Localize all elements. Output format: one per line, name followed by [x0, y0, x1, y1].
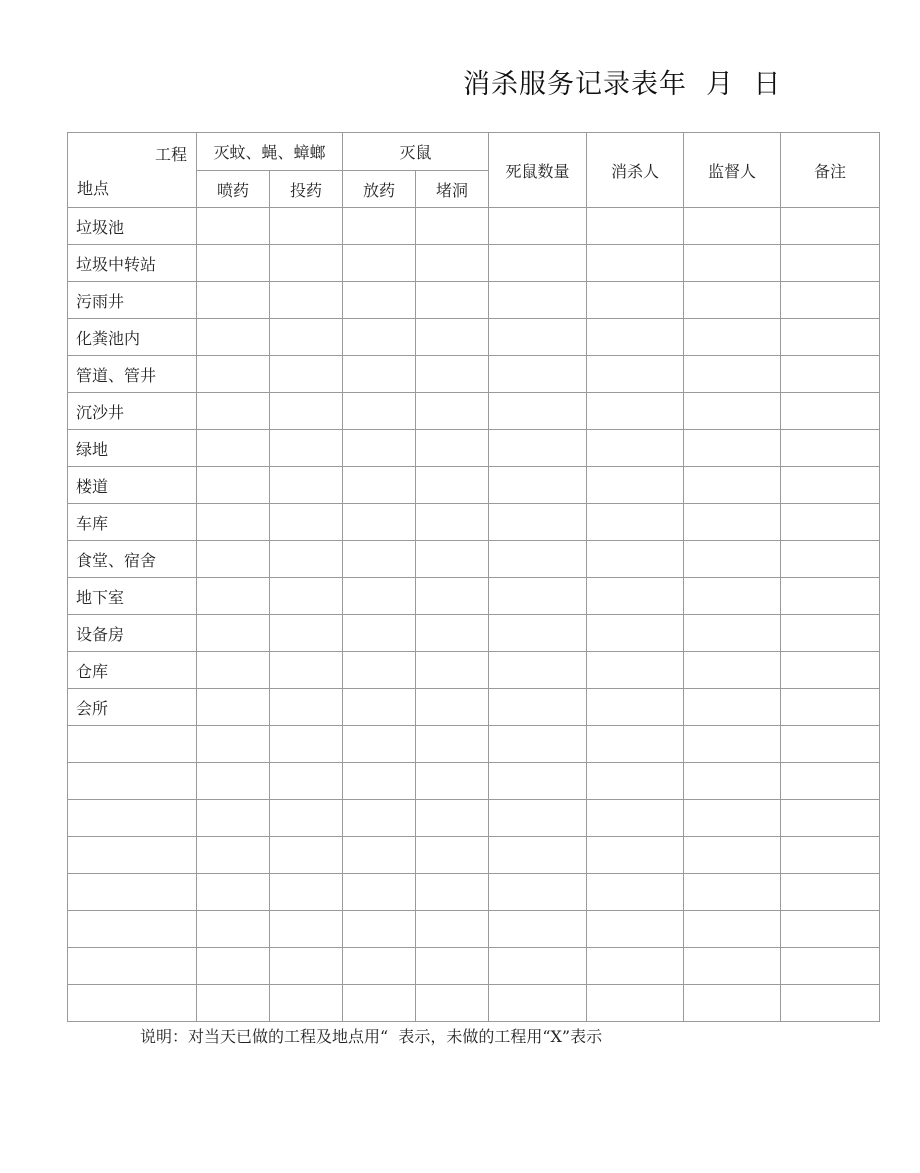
page-title: 消杀服务记录表年 月 日: [463, 69, 782, 100]
record-cell[interactable]: [416, 985, 489, 1022]
record-cell[interactable]: [270, 356, 343, 393]
record-cell[interactable]: [684, 282, 781, 319]
record-cell[interactable]: [343, 911, 416, 948]
record-cell[interactable]: [197, 578, 270, 615]
record-cell[interactable]: [197, 467, 270, 504]
record-cell[interactable]: [489, 874, 587, 911]
record-cell[interactable]: [781, 245, 880, 282]
record-cell[interactable]: [781, 911, 880, 948]
record-cell[interactable]: [684, 800, 781, 837]
header-corner-cell: [68, 133, 197, 208]
record-cell[interactable]: [684, 430, 781, 467]
record-cell[interactable]: [684, 837, 781, 874]
record-cell[interactable]: [587, 800, 684, 837]
header-remarks: 备注: [781, 133, 880, 208]
record-cell[interactable]: [489, 245, 587, 282]
location-cell: [68, 837, 197, 874]
location-cell: [68, 911, 197, 948]
location-cell: [68, 763, 197, 800]
record-cell[interactable]: [416, 504, 489, 541]
record-cell[interactable]: [781, 837, 880, 874]
record-cell[interactable]: [343, 874, 416, 911]
record-cell[interactable]: [343, 430, 416, 467]
record-cell[interactable]: [197, 615, 270, 652]
record-cell[interactable]: [197, 652, 270, 689]
record-cell[interactable]: [587, 356, 684, 393]
record-cell[interactable]: [684, 245, 781, 282]
location-cell: [68, 948, 197, 985]
record-cell[interactable]: [270, 467, 343, 504]
record-cell[interactable]: [416, 208, 489, 245]
record-cell[interactable]: [781, 430, 880, 467]
record-cell[interactable]: [587, 652, 684, 689]
record-cell[interactable]: [270, 578, 343, 615]
location-cell: 地下室: [68, 578, 197, 615]
record-cell[interactable]: [587, 282, 684, 319]
record-cell[interactable]: [416, 763, 489, 800]
record-cell[interactable]: [781, 726, 880, 763]
record-cell[interactable]: [489, 430, 587, 467]
location-cell: 化粪池内: [68, 319, 197, 356]
record-cell[interactable]: [587, 874, 684, 911]
record-cell[interactable]: [343, 319, 416, 356]
record-cell[interactable]: [781, 689, 880, 726]
record-cell[interactable]: [416, 356, 489, 393]
record-cell[interactable]: [587, 393, 684, 430]
location-cell: [68, 726, 197, 763]
record-cell[interactable]: [489, 948, 587, 985]
record-cell[interactable]: [489, 356, 587, 393]
record-cell[interactable]: [343, 245, 416, 282]
location-cell: 食堂、宿舍: [68, 541, 197, 578]
record-cell[interactable]: [343, 356, 416, 393]
record-cell[interactable]: [684, 726, 781, 763]
record-cell[interactable]: [587, 689, 684, 726]
record-cell[interactable]: [197, 319, 270, 356]
record-cell[interactable]: [684, 356, 781, 393]
location-cell: 污雨井: [68, 282, 197, 319]
record-cell[interactable]: [489, 726, 587, 763]
record-cell[interactable]: [270, 800, 343, 837]
record-cell[interactable]: [197, 356, 270, 393]
table-row: [68, 652, 880, 689]
table-row: [68, 208, 880, 245]
record-cell[interactable]: [270, 837, 343, 874]
record-cell[interactable]: [684, 911, 781, 948]
header-project-label: 工程: [154, 145, 187, 164]
record-cell[interactable]: [270, 652, 343, 689]
record-cell[interactable]: [587, 837, 684, 874]
record-cell[interactable]: [489, 911, 587, 948]
record-cell[interactable]: [343, 208, 416, 245]
record-cell[interactable]: [489, 504, 587, 541]
record-cell[interactable]: [197, 837, 270, 874]
table-row: [68, 874, 880, 911]
table-row: [68, 430, 880, 467]
table-row: [68, 319, 880, 356]
record-cell[interactable]: [781, 948, 880, 985]
record-cell[interactable]: [489, 837, 587, 874]
record-cell[interactable]: [489, 763, 587, 800]
header-location-label: 地点: [77, 179, 110, 198]
record-cell[interactable]: [416, 911, 489, 948]
record-cell[interactable]: [781, 800, 880, 837]
location-cell: 设备房: [68, 615, 197, 652]
instructions-note: 说明：对当天已做的工程及地点用“ 表示，未做的工程用“X”表示: [140, 1027, 603, 1046]
record-cell[interactable]: [489, 652, 587, 689]
record-cell[interactable]: [587, 985, 684, 1022]
record-cell[interactable]: [489, 208, 587, 245]
table-row: [68, 837, 880, 874]
record-cell[interactable]: [197, 726, 270, 763]
record-cell[interactable]: [343, 467, 416, 504]
table-row: [68, 985, 880, 1022]
record-cell[interactable]: [270, 208, 343, 245]
record-cell[interactable]: [587, 948, 684, 985]
record-cell[interactable]: [343, 541, 416, 578]
record-cell[interactable]: [684, 763, 781, 800]
record-cell[interactable]: [343, 726, 416, 763]
record-cell[interactable]: [684, 467, 781, 504]
record-cell[interactable]: [343, 948, 416, 985]
record-cell[interactable]: [781, 541, 880, 578]
location-cell: [68, 800, 197, 837]
header-rodent-control: 灭鼠: [343, 133, 489, 171]
location-cell: 管道、管井: [68, 356, 197, 393]
record-cell[interactable]: [781, 393, 880, 430]
record-cell[interactable]: [343, 615, 416, 652]
table-row: [68, 541, 880, 578]
location-cell: 绿地: [68, 430, 197, 467]
record-cell[interactable]: [587, 763, 684, 800]
table-row: [68, 763, 880, 800]
record-cell[interactable]: [197, 208, 270, 245]
record-cell[interactable]: [489, 578, 587, 615]
record-cell[interactable]: [343, 763, 416, 800]
location-cell: [68, 985, 197, 1022]
record-cell[interactable]: [781, 615, 880, 652]
record-cell[interactable]: [416, 467, 489, 504]
record-cell[interactable]: [343, 985, 416, 1022]
record-cell[interactable]: [684, 578, 781, 615]
record-cell[interactable]: [416, 726, 489, 763]
record-cell[interactable]: [416, 874, 489, 911]
record-cell[interactable]: [416, 652, 489, 689]
location-cell: 楼道: [68, 467, 197, 504]
record-cell[interactable]: [684, 689, 781, 726]
record-cell[interactable]: [781, 652, 880, 689]
record-cell[interactable]: [684, 319, 781, 356]
record-cell[interactable]: [270, 282, 343, 319]
record-cell[interactable]: [416, 837, 489, 874]
record-cell[interactable]: [270, 541, 343, 578]
table-row: [68, 615, 880, 652]
record-cell[interactable]: [587, 208, 684, 245]
record-cell[interactable]: [197, 541, 270, 578]
record-cell[interactable]: [270, 245, 343, 282]
record-cell[interactable]: [197, 763, 270, 800]
location-cell: 车库: [68, 504, 197, 541]
record-cell[interactable]: [489, 615, 587, 652]
record-cell[interactable]: [587, 319, 684, 356]
record-cell[interactable]: [416, 245, 489, 282]
header-bait: 投药: [270, 171, 343, 208]
record-cell[interactable]: [781, 282, 880, 319]
record-cell[interactable]: [197, 948, 270, 985]
record-cell[interactable]: [270, 615, 343, 652]
record-cell[interactable]: [416, 800, 489, 837]
record-cell[interactable]: [781, 467, 880, 504]
record-cell[interactable]: [197, 800, 270, 837]
record-cell[interactable]: [781, 763, 880, 800]
table-row: [68, 948, 880, 985]
header-supervisor: 监督人: [684, 133, 781, 208]
record-cell[interactable]: [270, 874, 343, 911]
record-cell[interactable]: [270, 948, 343, 985]
record-cell[interactable]: [587, 245, 684, 282]
record-cell[interactable]: [343, 578, 416, 615]
record-cell[interactable]: [781, 319, 880, 356]
record-cell[interactable]: [489, 282, 587, 319]
table-row: [68, 726, 880, 763]
record-cell[interactable]: [587, 726, 684, 763]
service-record-table: [67, 132, 880, 1022]
record-cell[interactable]: [489, 689, 587, 726]
record-cell[interactable]: [684, 541, 781, 578]
header-dead-rat-count: 死鼠数量: [489, 133, 587, 208]
record-cell[interactable]: [416, 948, 489, 985]
record-cell[interactable]: [587, 578, 684, 615]
record-cell[interactable]: [684, 985, 781, 1022]
record-cell[interactable]: [270, 763, 343, 800]
record-cell[interactable]: [684, 615, 781, 652]
record-cell[interactable]: [781, 504, 880, 541]
record-cell[interactable]: [416, 615, 489, 652]
table-row: [68, 578, 880, 615]
header-disinfector: 消杀人: [587, 133, 684, 208]
record-cell[interactable]: [781, 578, 880, 615]
record-cell[interactable]: [343, 652, 416, 689]
record-cell[interactable]: [587, 615, 684, 652]
record-cell[interactable]: [489, 985, 587, 1022]
record-cell[interactable]: [489, 541, 587, 578]
record-cell[interactable]: [270, 689, 343, 726]
record-cell[interactable]: [197, 245, 270, 282]
record-cell[interactable]: [587, 911, 684, 948]
record-cell[interactable]: [343, 689, 416, 726]
header-place-poison: 放药: [343, 171, 416, 208]
table-row: [68, 245, 880, 282]
record-cell[interactable]: [781, 985, 880, 1022]
record-cell[interactable]: [684, 948, 781, 985]
table-row: [68, 504, 880, 541]
record-cell[interactable]: [684, 874, 781, 911]
record-cell[interactable]: [684, 504, 781, 541]
location-cell: 沉沙井: [68, 393, 197, 430]
table-row: [68, 467, 880, 504]
record-cell[interactable]: [416, 541, 489, 578]
record-cell[interactable]: [416, 282, 489, 319]
record-cell[interactable]: [587, 541, 684, 578]
record-cell[interactable]: [343, 393, 416, 430]
record-cell[interactable]: [197, 911, 270, 948]
location-cell: 会所: [68, 689, 197, 726]
record-cell[interactable]: [587, 504, 684, 541]
record-cell[interactable]: [197, 393, 270, 430]
table-row: [68, 356, 880, 393]
table-row: [68, 800, 880, 837]
record-cell[interactable]: [197, 282, 270, 319]
header-spray: 喷药: [197, 171, 270, 208]
record-cell[interactable]: [270, 911, 343, 948]
table-row: [68, 282, 880, 319]
table-row: [68, 689, 880, 726]
record-cell[interactable]: [270, 430, 343, 467]
record-cell[interactable]: [270, 985, 343, 1022]
record-cell[interactable]: [416, 689, 489, 726]
location-cell: 垃圾中转站: [68, 245, 197, 282]
record-cell[interactable]: [587, 467, 684, 504]
record-cell[interactable]: [781, 874, 880, 911]
record-cell[interactable]: [684, 208, 781, 245]
record-cell[interactable]: [343, 837, 416, 874]
header-insect-control: 灭蚊、蝇、蟑螂: [197, 133, 343, 171]
record-cell[interactable]: [197, 985, 270, 1022]
record-cell[interactable]: [197, 430, 270, 467]
header-block-holes: 堵洞: [416, 171, 489, 208]
record-cell[interactable]: [489, 800, 587, 837]
record-cell[interactable]: [416, 578, 489, 615]
record-cell[interactable]: [270, 726, 343, 763]
location-cell: 垃圾池: [68, 208, 197, 245]
record-cell[interactable]: [781, 356, 880, 393]
record-cell[interactable]: [489, 467, 587, 504]
record-cell[interactable]: [684, 393, 781, 430]
record-cell[interactable]: [684, 652, 781, 689]
record-cell[interactable]: [197, 504, 270, 541]
record-cell[interactable]: [587, 430, 684, 467]
location-cell: 仓库: [68, 652, 197, 689]
table-row: [68, 393, 880, 430]
record-cell[interactable]: [270, 393, 343, 430]
record-cell[interactable]: [270, 504, 343, 541]
table-row: [68, 911, 880, 948]
record-cell[interactable]: [489, 393, 587, 430]
record-cell[interactable]: [343, 282, 416, 319]
record-cell[interactable]: [416, 393, 489, 430]
record-cell[interactable]: [343, 504, 416, 541]
record-cell[interactable]: [197, 689, 270, 726]
location-cell: [68, 874, 197, 911]
record-cell[interactable]: [416, 430, 489, 467]
record-cell[interactable]: [416, 319, 489, 356]
record-cell[interactable]: [781, 208, 880, 245]
record-cell[interactable]: [343, 800, 416, 837]
record-cell[interactable]: [489, 319, 587, 356]
record-cell[interactable]: [270, 319, 343, 356]
record-cell[interactable]: [197, 874, 270, 911]
